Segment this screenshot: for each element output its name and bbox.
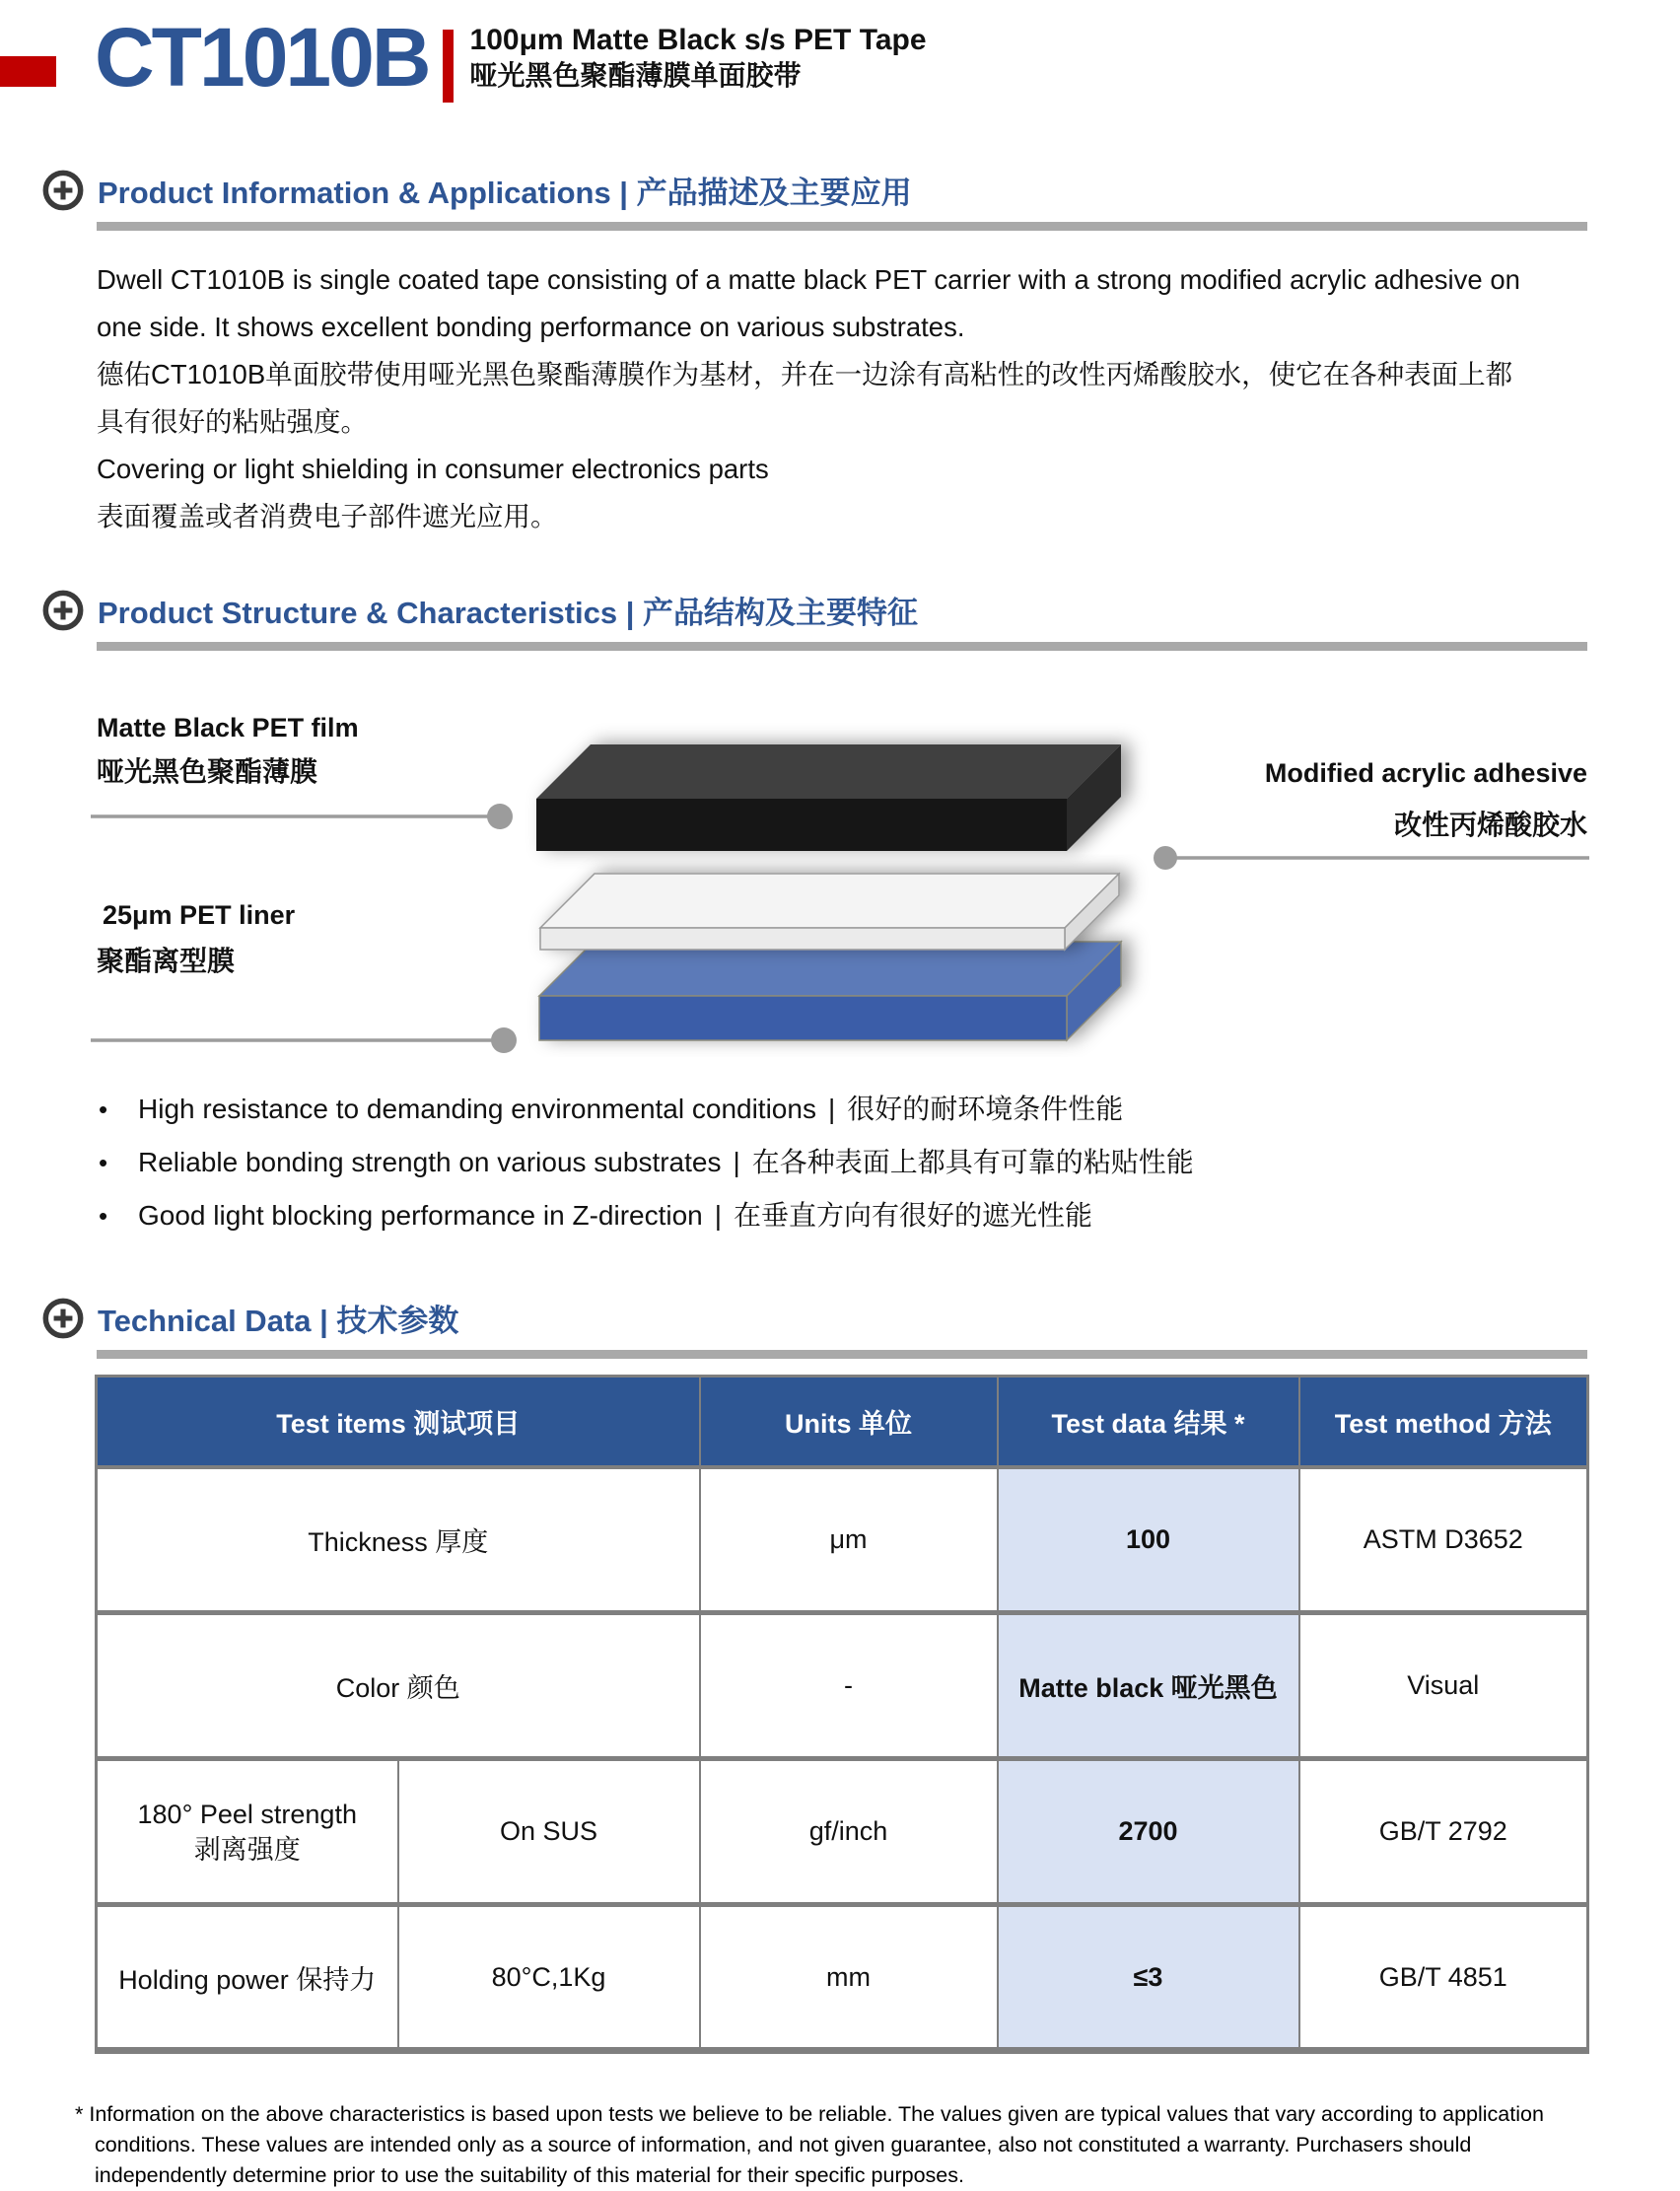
feature-bullet-list: [99, 1083, 1680, 1242]
bullet-dot: •: [99, 1201, 108, 1231]
leader-line-adhesive: [1154, 846, 1589, 870]
cell-unit: gf/inch: [700, 1759, 998, 1905]
cell-data: 100: [998, 1467, 1299, 1613]
feature-zh: 很好的耐环境条件性能: [847, 1094, 1124, 1124]
feature-en: Reliable bonding strength on various substrates: [138, 1147, 722, 1177]
tape-layers-graphic: [91, 690, 1589, 1057]
plus-circle-icon: [41, 169, 85, 212]
product-code: CT1010B: [95, 11, 429, 104]
bullet-dot: •: [99, 1095, 108, 1124]
bullet-separator: |: [827, 1094, 836, 1124]
cell-item: Holding power 保持力: [97, 1905, 398, 2051]
table-row-holding-power: [97, 1905, 1588, 2051]
cell-condition: 80°C,1Kg: [398, 1905, 700, 2051]
section-underline-bar: [97, 1350, 1587, 1359]
application-en: Covering or light shielding in consumer electronics parts: [97, 454, 769, 484]
cell-data: ≤3: [998, 1905, 1299, 2051]
section-header: [0, 1296, 1680, 1340]
layer-pet-liner: [539, 942, 1121, 1040]
label-pet-liner-en: 25μm PET liner: [103, 900, 296, 930]
cell-unit: mm: [700, 1905, 998, 2051]
section-product-structure: [0, 588, 1680, 1242]
application-zh: 表面覆盖或者消费电子部件遮光应用。: [97, 501, 558, 531]
description-en: Dwell CT1010B is single coated tape consisting of a matte black PET carrier with a strong modified acrylic adhesive on one side. It shows excellent bonding performance on various substrates.: [97, 264, 1520, 342]
section-header: [0, 168, 1680, 212]
cell-method: GB/T 4851: [1299, 1905, 1588, 2051]
col-header-units: Units 单位: [700, 1377, 998, 1467]
feature-en: Good light blocking performance in Z-direction: [138, 1200, 703, 1231]
feature-en: High resistance to demanding environmental conditions: [138, 1094, 816, 1124]
feature-bullet: [99, 1083, 1680, 1136]
table-row-peel-strength: [97, 1759, 1588, 1905]
leader-line-liner: [91, 1027, 517, 1053]
product-title-en: 100μm Matte Black s/s PET Tape: [469, 24, 927, 56]
cell-item: Thickness 厚度: [97, 1467, 700, 1613]
table-row-color: [97, 1613, 1588, 1759]
section-technical-data: [0, 1296, 1680, 2054]
doc-header: [0, 0, 1680, 116]
product-description: [0, 231, 1536, 540]
leader-line-film: [91, 804, 513, 829]
layer-adhesive: [540, 874, 1119, 950]
table-header-row: [97, 1377, 1588, 1467]
label-pet-film-en: Matte Black PET film: [97, 713, 359, 742]
cell-item-en: 180° Peel strength: [137, 1799, 357, 1829]
section-product-information: [0, 168, 1680, 540]
plus-circle-icon: [41, 1297, 85, 1340]
table-row-thickness: [97, 1467, 1588, 1613]
cell-item: Color 颜色: [97, 1613, 700, 1759]
section-header: [0, 588, 1680, 632]
label-pet-film-zh: 哑光黑色聚酯薄膜: [97, 756, 318, 787]
section-title: Technical Data | 技术参数: [98, 1304, 459, 1338]
cell-item-zh: 剥离强度: [193, 1834, 301, 1865]
cell-method: GB/T 2792: [1299, 1759, 1588, 1905]
feature-zh: 在各种表面上都具有可靠的粘贴性能: [751, 1147, 1194, 1177]
feature-bullet: [99, 1136, 1680, 1189]
cell-item: [97, 1759, 398, 1905]
tape-structure-diagram: [91, 690, 1589, 1057]
product-title-zh: 哑光黑色聚酯薄膜单面胶带: [469, 60, 802, 91]
description-zh: 德佑CT1010B单面胶带使用哑光黑色聚酯薄膜作为基材，并在一边涂有高粘性的改性丙烯酸胶水，使它在各种表面上都具有很好的粘贴强度。: [97, 359, 1513, 437]
bullet-dot: •: [99, 1148, 108, 1177]
cell-unit: -: [700, 1613, 998, 1759]
brand-dash: [0, 56, 56, 87]
label-pet-liner-zh: 聚酯离型膜: [97, 946, 236, 976]
section-title: Product Information & Applications | 产品描述及主要应用: [98, 176, 912, 210]
cell-method: ASTM D3652: [1299, 1467, 1588, 1613]
plus-circle-icon: [41, 589, 85, 632]
label-adhesive-en: Modified acrylic adhesive: [1264, 758, 1587, 788]
bullet-separator: |: [714, 1200, 723, 1231]
cell-method: Visual: [1299, 1613, 1588, 1759]
feature-bullet: [99, 1189, 1680, 1242]
product-title-block: [470, 10, 927, 94]
feature-zh: 在垂直方向有很好的遮光性能: [734, 1200, 1093, 1231]
section-underline-bar: [97, 222, 1587, 231]
cell-condition: On SUS: [398, 1759, 700, 1905]
cell-data: Matte black 哑光黑色: [998, 1613, 1299, 1759]
technical-data-table: [95, 1375, 1589, 2054]
col-header-test-method: Test method 方法: [1299, 1377, 1588, 1467]
layer-pet-film: [536, 744, 1121, 851]
title-divider-bar: [443, 30, 454, 103]
disclaimer-footnote: * Information on the above characteristics is based upon tests we believe to be reliable. The values given are typical values that vary according to application conditions. These values are intended only as a source of information, and not given guarantee, also not constituted a warranty. Purchasers should independently determine prior to use the suitability of this material for their specific purposes.: [75, 2102, 1544, 2187]
col-header-test-data: Test data 结果 *: [998, 1377, 1299, 1467]
section-underline-bar: [97, 642, 1587, 651]
bullet-separator: |: [733, 1147, 740, 1177]
section-title: Product Structure & Characteristics | 产品结构及主要特征: [98, 596, 919, 630]
label-adhesive-zh: 改性丙烯酸胶水: [1393, 810, 1587, 840]
col-header-test-items: Test items 测试项目: [97, 1377, 700, 1467]
cell-data: 2700: [998, 1759, 1299, 1905]
cell-unit: μm: [700, 1467, 998, 1613]
